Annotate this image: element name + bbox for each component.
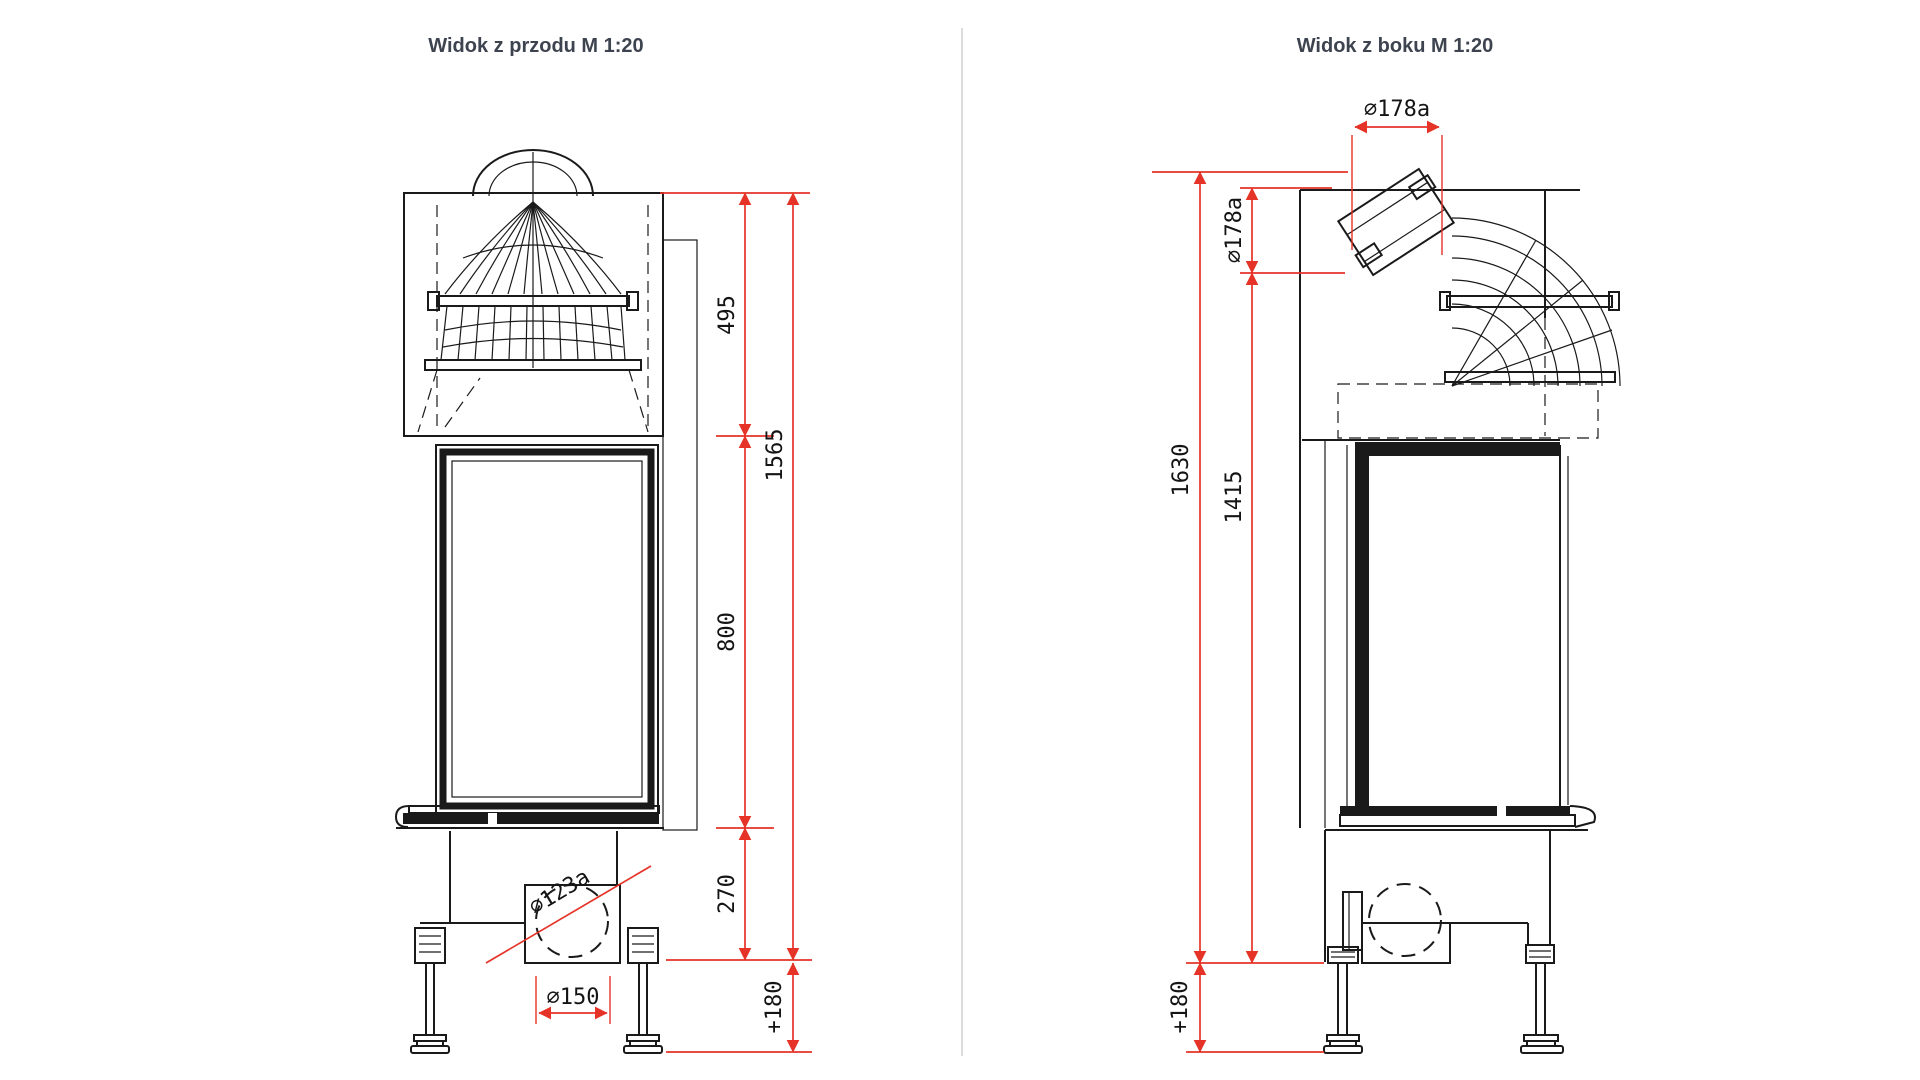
front-firebox-window [436, 445, 658, 813]
side-firebox [1347, 442, 1568, 814]
side-view-title: Widok z boku M 1:20 [1296, 35, 1494, 57]
side-sill [1325, 806, 1595, 830]
side-flue-spigot [1335, 167, 1457, 277]
dim-label-800: 800 [715, 612, 740, 652]
dim-label-270: 270 [715, 874, 740, 914]
side-plinth-air-inlet [1325, 830, 1550, 963]
front-spigot-label: ⌀123a [524, 864, 595, 921]
dim-label-178a-top: ⌀178a [1363, 97, 1431, 122]
side-legs [1324, 945, 1563, 1053]
side-hood-casing [1300, 190, 1580, 828]
dim-label-side-180: +180 [1168, 980, 1193, 1034]
front-view-title: Widok z przodu M 1:20 [428, 35, 644, 57]
dim-label-150: ⌀150 [546, 985, 600, 1010]
dim-label-178a-left: ⌀178a [1222, 196, 1247, 264]
side-dimensions [1152, 97, 1442, 1052]
front-side-panel [663, 240, 697, 830]
dim-label-1565: 1565 [763, 428, 788, 482]
front-dimensions [536, 193, 812, 1052]
side-hood-insulation-dashed [1338, 384, 1598, 438]
side-view [1152, 35, 1620, 1053]
dim-label-front-180: +180 [762, 980, 787, 1034]
dim-label-1415: 1415 [1222, 470, 1247, 524]
front-plinth-air-inlet [420, 831, 651, 963]
side-air-inlet-circle [1369, 884, 1441, 956]
front-view [396, 35, 812, 1053]
dim-label-1630: 1630 [1169, 443, 1194, 497]
dim-label-495: 495 [715, 295, 740, 335]
